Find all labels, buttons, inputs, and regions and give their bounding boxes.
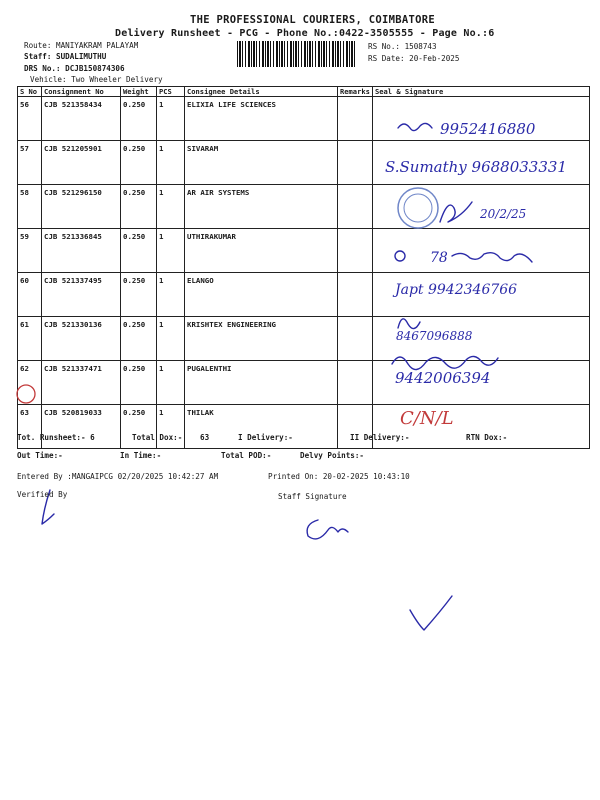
pcs-cell: 1: [157, 405, 185, 449]
staff-signature-label: Staff Signature: [278, 492, 347, 501]
printed-on: Printed On: 20-02-2025 10:43:10: [268, 472, 410, 481]
seal-inner-ring-icon: [404, 194, 432, 222]
consignment-cell: CJB 521337495: [42, 273, 121, 317]
pcs-cell: 1: [157, 97, 185, 141]
handwritten-phone: 8467096888: [396, 329, 473, 343]
consignment-cell: CJB 521358434: [42, 97, 121, 141]
sno-cell: 62: [18, 361, 42, 405]
weight-cell: 0.250: [121, 141, 157, 185]
consignee-cell: ELIXIA LIFE SCIENCES: [185, 97, 338, 141]
sno-cell: 58: [18, 185, 42, 229]
sno-cell: 61: [18, 317, 42, 361]
consignee-cell: ELANGO: [185, 273, 338, 317]
col-pcs: PCS: [157, 87, 185, 97]
consignment-cell: CJB 521337471: [42, 361, 121, 405]
handwritten-date: 20/2/25: [480, 207, 527, 221]
weight-cell: 0.250: [121, 273, 157, 317]
consignee-cell: UTHIRAKUMAR: [185, 229, 338, 273]
total-dox-label: Total Dox:-: [132, 433, 183, 442]
col-sno: S No: [18, 87, 42, 97]
verified-by: Verified By: [17, 490, 68, 499]
weight-cell: 0.250: [121, 405, 157, 449]
consignment-cell: CJB 521205901: [42, 141, 121, 185]
col-consignment: Consignment No: [42, 87, 121, 97]
consignment-cell: CJB 520819033: [42, 405, 121, 449]
out-time: Out Time:-: [17, 451, 63, 460]
runsheet-subtitle: Delivery Runsheet - PCG - Phone No.:0422-3505555 - Page No.:6: [115, 28, 495, 39]
red-circle-mark-icon: [17, 385, 35, 403]
consignment-cell: CJB 521330136: [42, 317, 121, 361]
rs-date: RS Date: 20-Feb-2025: [368, 54, 460, 63]
handwritten-number: 78: [430, 250, 448, 266]
total-runsheet: Tot. Runsheet:- 6: [17, 433, 95, 442]
weight-cell: 0.250: [121, 185, 157, 229]
staff-field: Staff: SUDALIMUTHU: [24, 52, 107, 61]
total-dox-value: 63: [200, 433, 210, 442]
col-signature: Seal & Signature: [373, 87, 590, 97]
col-consignee: Consignee Details: [185, 87, 338, 97]
col-remarks: Remarks: [338, 87, 373, 97]
drs-field: DRS No.: DCJB150874306: [24, 64, 125, 73]
vehicle-field: Vehicle: Two Wheeler Delivery: [30, 75, 163, 84]
sno-cell: 57: [18, 141, 42, 185]
pcs-cell: 1: [157, 141, 185, 185]
handwritten-phone: 9442006394: [395, 369, 491, 387]
sno-cell: 56: [18, 97, 42, 141]
consignment-cell: CJB 521336845: [42, 229, 121, 273]
consignee-cell: PUGALENTHI: [185, 361, 338, 405]
route-field: Route: MANIYAKRAM PALAYAM: [24, 41, 139, 50]
ii-delivery: II Delivery:-: [350, 433, 410, 442]
signature-scribble: [452, 253, 532, 262]
signature-scribble: [398, 123, 432, 130]
handwritten-remark: C/N/L: [400, 408, 454, 429]
handwritten-name-phone: Japt 9942346766: [395, 282, 518, 298]
rs-number: RS No.: 1508743: [368, 42, 437, 51]
signature-scribble: [440, 202, 472, 222]
rtn-dox: RTN Dox:-: [466, 433, 508, 442]
total-pod: Total POD:-: [221, 451, 272, 460]
circle-mark-icon: [395, 251, 405, 261]
weight-cell: 0.250: [121, 361, 157, 405]
in-time: In Time:-: [120, 451, 162, 460]
handwritten-phone: 9952416880: [440, 120, 536, 138]
sno-cell: 60: [18, 273, 42, 317]
consignee-cell: THILAK: [185, 405, 338, 449]
signature-scribble: [392, 356, 498, 369]
i-delivery: I Delivery:-: [238, 433, 293, 442]
weight-cell: 0.250: [121, 317, 157, 361]
signature-scribble: [398, 319, 420, 329]
consignee-cell: SIVARAM: [185, 141, 338, 185]
pcs-cell: 1: [157, 185, 185, 229]
pcs-cell: 1: [157, 229, 185, 273]
company-title: THE PROFESSIONAL COURIERS, COIMBATORE: [190, 14, 435, 26]
delvy-points: Delvy Points:-: [300, 451, 365, 460]
sno-cell: 63: [18, 405, 42, 449]
entered-by: Entered By :MANGAIPCG 02/20/2025 10:42:27 AM: [17, 472, 219, 481]
consignee-cell: KRISHTEX ENGINEERING: [185, 317, 338, 361]
pcs-cell: 1: [157, 273, 185, 317]
col-weight: Weight: [121, 87, 157, 97]
weight-cell: 0.250: [121, 97, 157, 141]
weight-cell: 0.250: [121, 229, 157, 273]
tick-icon: [410, 596, 452, 630]
consignment-cell: CJB 521296150: [42, 185, 121, 229]
signature-scribble: [307, 520, 348, 539]
consignee-cell: AR AIR SYSTEMS: [185, 185, 338, 229]
pcs-cell: 1: [157, 317, 185, 361]
pcs-cell: 1: [157, 361, 185, 405]
sno-cell: 59: [18, 229, 42, 273]
handwritten-name-phone: S.Sumathy 9688033331: [385, 158, 567, 176]
